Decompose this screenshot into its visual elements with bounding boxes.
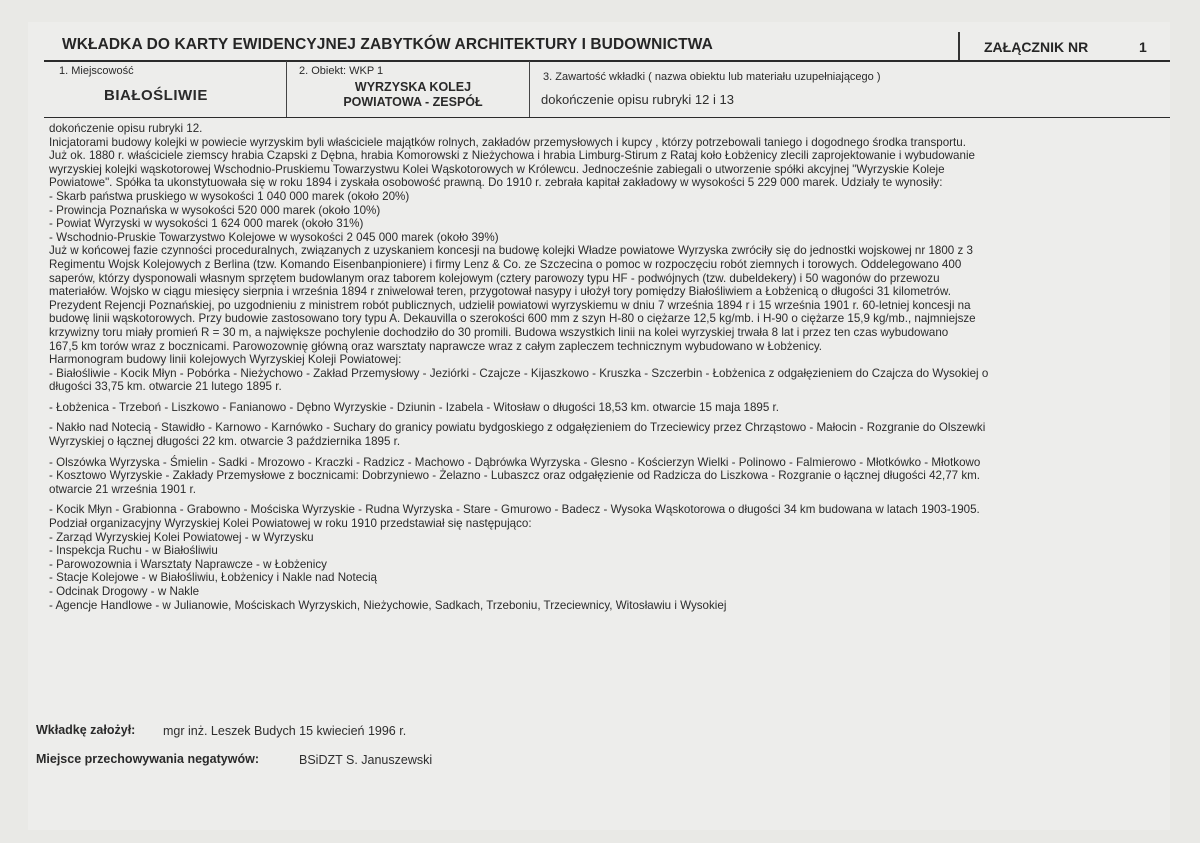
body-line: - Kosztowo Wyrzyskie - Zakłady Przemysłowe z bocznicami: Dobrzyniewo - Żelazno - Lubaszcz oraz odgałęzienie od Radzicza do Liszkowa - Rozgranie o łącznej długości 42,77 km. [49,469,981,483]
annex-separator [958,32,960,62]
body-line: Już w końcowej fazie czynności proceduralnych, związanych z uzyskaniem koncesji na budowę kolejki Władze powiatowe Wyrzyska zwróciły się do jednostki wojskowej nr 1800 z 3 [49,244,973,258]
body-line: materiałów. Wojsko w ciągu miesięcy sierpnia i września 1894 r zniwelował teren, przygotował nasypy i ułożył tory pomiędzy Białośliwiem a Łobżenicą o długości 31 kilometrów. [49,285,951,299]
body-line: - Powiat Wyrzyski w wysokości 1 624 000 marek (około 31%) [49,217,364,231]
body-line: - Olszówka Wyrzyska - Śmielin - Sadki - Mrozowo - Kraczki - Radzicz - Machowo - Dąbrówka Wyrzyska - Glesno - Kościerzyn Wielki - Polinowo - Falmierowo - Młotkówko - Młotkowo [49,455,981,469]
body-line: Podział organizacyjny Wyrzyskiej Kolei Powiatowej w roku 1910 przedstawiał się następująco: [49,517,532,531]
field-divider-2 [529,61,530,117]
body-line: krzywizny toru miały promień R = 30 m, a największe pochylenie dochodziło do 30 promili. Budowa wszystkich linii na kolei wyrzyskiej trwała 8 lat i przez ten czas wybudowano [49,325,949,339]
annex-label: ZAŁĄCZNIK NR [984,39,1089,55]
body-line: saperów, którzy dysponowali własnym sprzętem budowlanym oraz taborem kolejowym (cztery parowozy typu HF - podwójnych (tzw. dubeldekery) i 50 wagonów do przewozu [49,271,940,285]
body-line: - Parowozownia i Warsztaty Naprawcze - w Łobżenicy [49,557,327,571]
body-line: Już ok. 1880 r. właściciele ziemscy hrabia Czapski z Dębna, hrabia Komorowski z Nieżychowa i hrabia Limburg-Stirum z Rataj koło Łobżenicy zlecili zaprojektowanie i wybudowanie [49,149,975,163]
description-body [49,122,1171,612]
locality-label: 1. Miejscowość [59,65,134,77]
body-line: - Białośliwie - Kocik Młyn - Pobórka - Nieżychowo - Zakład Przemysłowy - Jeziórki - Czajcze - Kijaszkowo - Kruszka - Szczerbin - Łobżenica z odgałęzieniem do Czajcza do Wysokiej o [49,366,989,380]
founder-label: Wkładkę założył: [36,723,136,737]
body-line: Wyrzyskiej o łącznej długości 22 km. otwarcie 3 października 1895 r. [49,435,401,449]
page-title: WKŁADKA DO KARTY EWIDENCYJNEJ ZABYTKÓW ARCHITEKTURY I BUDOWNICTWA [62,36,713,53]
body-line: - Skarb państwa pruskiego w wysokości 1 040 000 marek (około 20%) [49,189,410,203]
object-value [298,80,528,110]
field-divider-1 [286,61,287,117]
founder-value: mgr inż. Leszek Budych 15 kwiecień 1996 r. [163,724,407,738]
body-line: - Zarząd Wyrzyskiej Kolei Powiatowej - w Wyrzysku [49,530,314,544]
annex-number: 1 [1139,39,1147,55]
storage-label: Miejsce przechowywania negatywów: [36,752,259,766]
body-line: - Inspekcja Ruchu - w Białośliwiu [49,544,218,558]
body-line: - Kocik Młyn - Grabionna - Grabowno - Mościska Wyrzyskie - Rudna Wyrzyska - Stare - Gmurowo - Badecz - Wysoka Wąskotorowa o długości 34 km budowana w latach 1903-1905. [49,503,980,517]
body-line: Powiatowe". Spółka ta ukonstytuowała się w roku 1894 i zyskała osobowość prawną. Do 1910 r. zebrała kapitał zakładowy w wysokości 5 229 000 marek. Udziały te wynosiły: [49,176,943,190]
paragraph-gap [49,449,1171,456]
content-value: dokończenie opisu rubryki 12 i 13 [541,92,734,107]
body-line: wyrzyskiej kolejki wąskotorowej Wschodnio-Pruskiemu Towarzystwu Kolei Wąskotorowych w Królewcu. Jednocześnie zabiegali o utworzenie spółki akcyjnej "Wyrzyskie Koleje [49,162,945,176]
body-line: - Prowincja Poznańska w wysokości 520 000 marek (około 10%) [49,203,381,217]
paragraph-gap [49,496,1171,503]
content-label: 3. Zawartość wkładki ( nazwa obiektu lub materiału uzupełniającego ) [543,71,881,83]
body-line: Prezydent Rejencji Poznańskiej, po uzgodnieniu z ministrem robót publicznych, udzielił powiatowi wyrzyskiemu w dniu 7 września 1894 r i 15 września 1901 r. 60-letniej koncesji na [49,298,971,312]
object-value-line1: WYRZYSKA KOLEJ [354,80,472,94]
body-line: - Stacje Kolejowe - w Białośliwiu, Łobżenicy i Nakle nad Notecią [49,571,377,585]
body-line: dokończenie opisu rubryki 12. [49,122,203,135]
header-rule [44,60,1170,62]
body-line: - Łobżenica - Trzeboń - Liszkowo - Fanianowo - Dębno Wyrzyskie - Dziunin - Izabela - Witosław o długości 18,53 km. otwarcie 15 maja 1895 r. [49,400,779,414]
paragraph-gap [49,394,1171,401]
paragraph-gap [49,414,1171,421]
body-line: Regimentu Wojsk Kolejowych z Berlina (tzw. Komando Eisenbanpioniere) i firmy Lenz & Co. ze Szczecina o pomoc w rozpoczęciu robót ziemnych i torowych. Oddelegowano 400 [49,257,962,271]
body-line: - Agencje Handlowe - w Julianowie, Mościskach Wyrzyskich, Nieżychowie, Sadkach, Trzeboniu, Trzeciewnicy, Witosławiu i Wysokiej [49,598,727,612]
body-line: Harmonogram budowy linii kolejowych Wyrzyskiej Koleji Powiatowej: [49,353,402,367]
body-line: 167,5 km torów wraz z bocznicami. Parowozownię główną oraz warsztaty naprawcze wraz z całym zapleczem technicznym wybudowano w Łobżenicy. [49,339,823,353]
locality-value: BIAŁOŚLIWIE [104,87,208,104]
fields-bottom-rule [44,117,1170,118]
body-line: Inicjatorami budowy kolejki w powiecie wyrzyskim byli właściciele majątków rolnych, zakładów przemysłowych i kupcy , którzy potrzebowali taniego i dogodnego środka transportu. [49,135,966,149]
body-line: - Odcinak Drogowy - w Nakle [49,585,200,598]
body-line: otwarcie 21 września 1901 r. [49,482,196,496]
object-value-line2: POWIATOWA - ZESPÓŁ [343,95,483,109]
storage-value: BSiDZT S. Januszewski [299,753,433,767]
header [30,28,1170,64]
body-line: długości 33,75 km. otwarcie 21 lutego 1895 r. [49,380,282,394]
body-line: - Nakło nad Notecią - Stawidło - Karnowo - Karnówko - Suchary do granicy powiatu bydgoskiego z odgałęzieniem do Trzeciewicy przez Chrząstowo - Małocin - Rozgranie do Olszewki [49,421,986,435]
body-line: budowę linii wąskotorowych. Przy budowie zastosowano tory typu A. Dekauvilla o szerokości 600 mm z szyn H-80 o ciężarze 12,5 kg/mb. i H-90 o ciężarze 15,9 kg/mb., najmniejsze [49,312,976,326]
object-label: 2. Obiekt: WKP 1 [299,65,384,77]
body-line: - Wschodnio-Pruskie Towarzystwo Kolejowe w wysokości 2 045 000 marek (około 39%) [49,230,499,244]
